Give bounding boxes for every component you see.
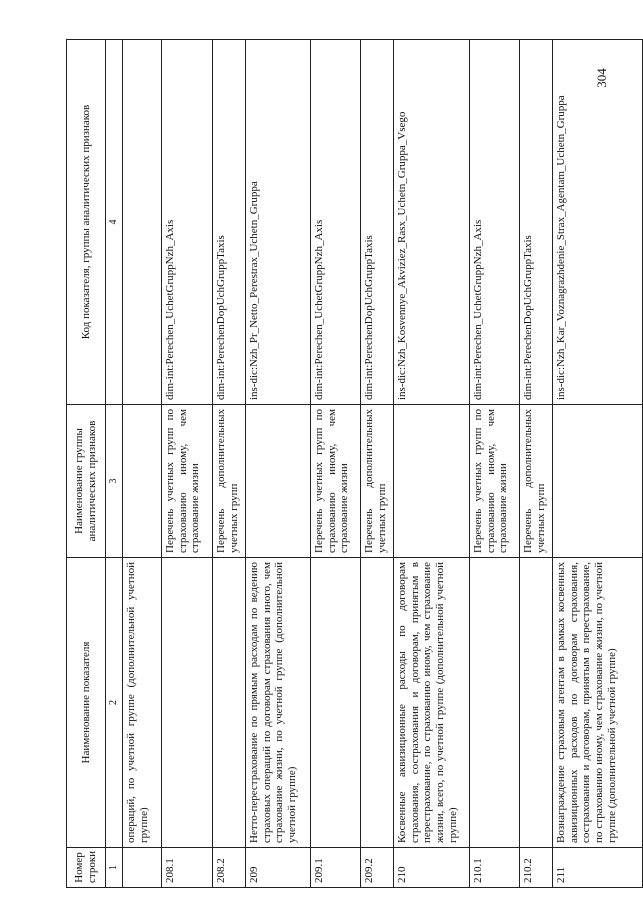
col-number-1: 1 — [106, 848, 123, 888]
header-indicator-name: Наименование показателя — [67, 558, 106, 848]
indicator-code — [123, 40, 162, 405]
row-number: 209.1 — [311, 848, 361, 888]
row-number: 208.2 — [213, 848, 246, 888]
indicator-code: dim-int:PerechenDopUchGruppTaxis — [520, 40, 553, 405]
group-name: Перечень учетных групп по страхованию иному, чем страхование жизни — [162, 405, 213, 558]
group-name — [553, 405, 643, 558]
col-number-4: 4 — [106, 40, 123, 405]
indicator-code: ins-dic:Nzh_Kar_Voznagrazhdenie_Strax_Agentam_Uchetn_Gruppa — [553, 40, 643, 405]
row-number: 209.2 — [361, 848, 394, 888]
header-row-number: Номер строки — [67, 848, 106, 888]
header-group-name: Наименование группы аналитических признаков — [67, 405, 106, 558]
indicator-name — [470, 558, 520, 848]
indicators-table — [66, 39, 643, 888]
group-name — [246, 405, 311, 558]
group-name: Перечень учетных групп по страхованию иному, чем страхование жизни — [470, 405, 520, 558]
row-number: 210 — [394, 848, 470, 888]
group-name — [123, 405, 162, 558]
indicator-code: ins-dic:Nzh_Pr_Netto_Perestrax_Uchetn_Gruppa — [246, 40, 311, 405]
row-number: 210.1 — [470, 848, 520, 888]
table-row — [361, 40, 394, 888]
group-name: Перечень дополнительных учетных групп — [361, 405, 394, 558]
table-row — [520, 40, 553, 888]
indicator-name: Нетто-перестрахование по прямым расходам по ведению страховых операций по договорам страхования иного, чем страхование жизни, по учетной группе (дополнительной учетной группе) — [246, 558, 311, 848]
indicator-name: операций, по учетной группе (дополнительной учетной группе) — [123, 558, 162, 848]
column-number-row — [106, 40, 123, 888]
indicator-name — [311, 558, 361, 848]
col-number-2: 2 — [106, 558, 123, 848]
table-row — [553, 40, 643, 888]
table-row — [246, 40, 311, 888]
table-row — [470, 40, 520, 888]
table-row — [213, 40, 246, 888]
table-row — [123, 40, 162, 888]
indicator-code: dim-int:Perechen_UchetGruppNzh_Axis — [311, 40, 361, 405]
header-code: Код показателя, группы аналитических признаков — [67, 40, 106, 405]
col-number-3: 3 — [106, 405, 123, 558]
group-name: Перечень дополнительных учетных групп — [520, 405, 553, 558]
page-number: 304 — [593, 68, 609, 88]
group-name: Перечень дополнительных учетных групп — [213, 405, 246, 558]
indicator-code: ins-dic:Nzh_Kosvennye_Akviziez_Rasx_Uchetn_Gruppa_Vsego — [394, 40, 470, 405]
group-name — [394, 405, 470, 558]
group-name: Перечень учетных групп по страхованию иному, чем страхование жизни — [311, 405, 361, 558]
indicator-name — [213, 558, 246, 848]
indicator-code: dim-int:Perechen_UchetGruppNzh_Axis — [162, 40, 213, 405]
row-number: 210.2 — [520, 848, 553, 888]
indicator-name — [162, 558, 213, 848]
table-row — [162, 40, 213, 888]
row-number: 209 — [246, 848, 311, 888]
indicator-name: Вознаграждение страховым агентам в рамках косвенных аквизиционных расходов по договорам страхования, сострахования и договорам, принятым в перестрахование, по страхованию иному, чем страхование жизни, по учетной группе (дополнительной учетной группе) — [553, 558, 643, 848]
indicator-code: dim-int:PerechenDopUchGruppTaxis — [361, 40, 394, 405]
indicator-name — [361, 558, 394, 848]
table-row — [311, 40, 361, 888]
table-row — [394, 40, 470, 888]
row-number: 211 — [553, 848, 643, 888]
indicator-code: dim-int:PerechenDopUchGruppTaxis — [213, 40, 246, 405]
indicator-code: dim-int:Perechen_UchetGruppNzh_Axis — [470, 40, 520, 405]
table-header-row — [67, 40, 106, 888]
row-number: 208.1 — [162, 848, 213, 888]
indicator-name — [520, 558, 553, 848]
row-number — [123, 848, 162, 888]
indicator-name: Косвенные аквизиционные расходы по договорам страхования, сострахования и договорам, принятым в перестрахование, по страхованию иному, чем страхование жизни, всего, по учетной группе (дополнительной учетной группе) — [394, 558, 470, 848]
